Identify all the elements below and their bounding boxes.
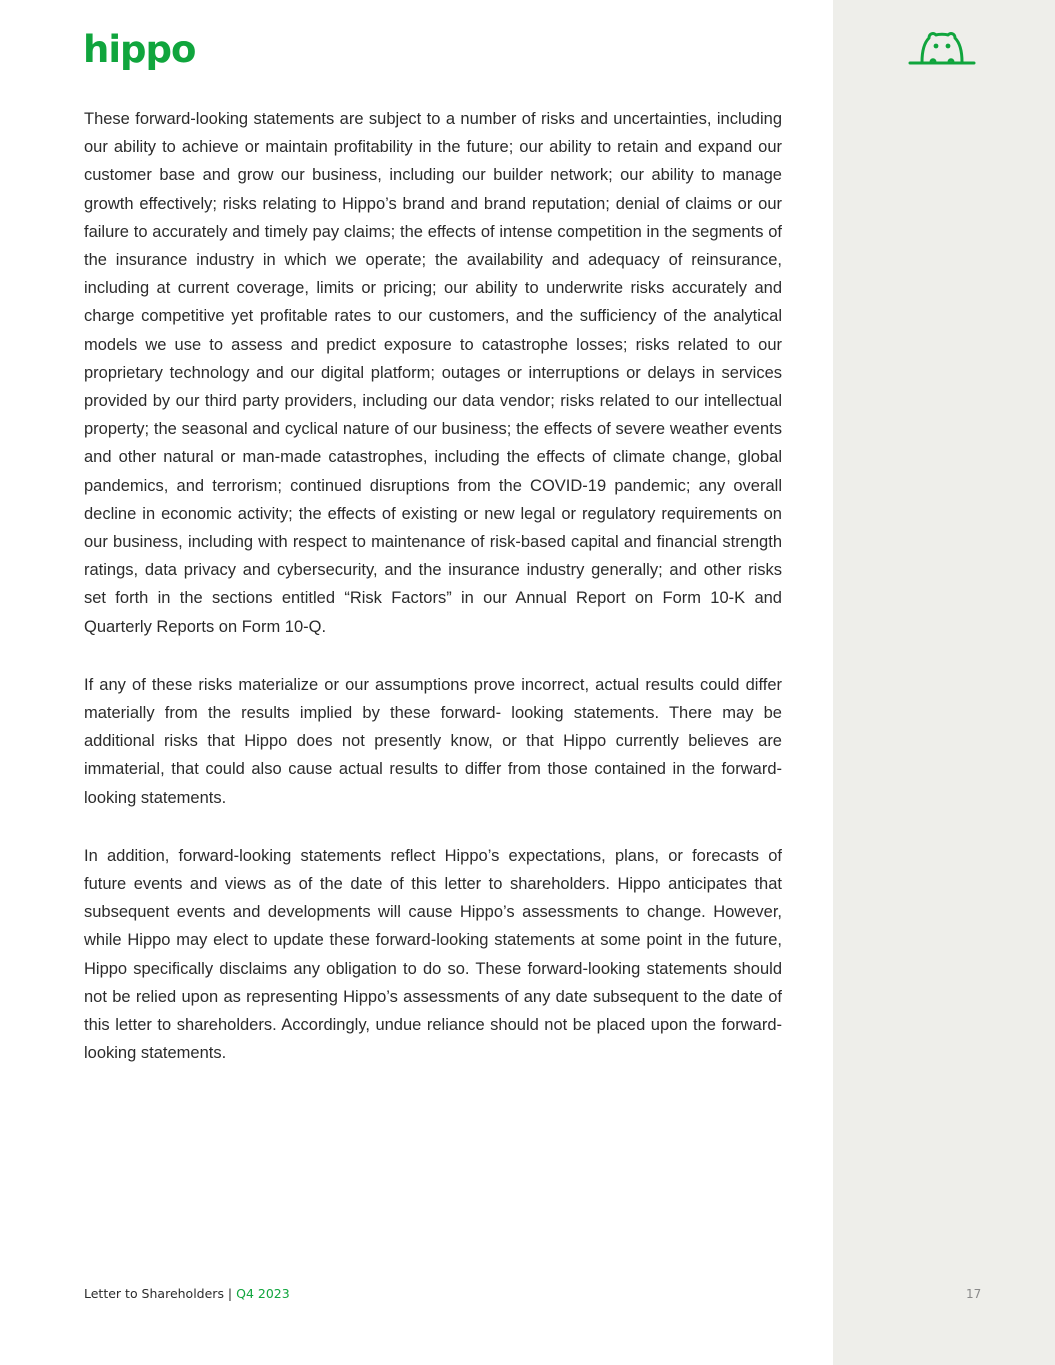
- body-text: [84, 105, 782, 1098]
- footer-label: Letter to Shareholders |: [84, 1286, 237, 1301]
- footer-quarter: Q4 2023: [236, 1286, 290, 1301]
- paragraph-assumptions: If any of these risks materialize or our assumptions prove incorrect, actual results could differ materially from the results implied by these forward- looking statements. There may be additional risks that Hippo does not presently know, or that Hippo currently believes are immaterial, that could also cause actual results to differ from those contained in the forward- looking statements.: [84, 675, 782, 807]
- paragraph-risks: These forward-looking statements are subject to a number of risks and uncertainties, including our ability to achieve or maintain profitability in the future; our ability to retain and expand our customer base and grow our business, including our builder network; our ability to manage growth effectively; risks relating to Hippo’s brand and brand reputation; denial of claims or our failure to accurately and timely pay claims; the effects of intense competition in the segments of the insurance industry in which we operate; the availability and adequacy of reinsurance, including at current coverage, limits or pricing; our ability to underwrite risks accurately and charge competitive yet profitable rates to our customers, and the sufficiency of the analytical models we use to assess and predict exposure to catastrophe losses; risks related to our proprietary technology and our digital platform; outages or interruptions or delays in services provided by our third party providers, including our data vendor; risks related to our intellectual property; the seasonal and cyclical nature of our business; the effects of severe weather events and other natural or man-made catastrophes, including the effects of climate change, global pandemics, and terrorism; continued disruptions from the COVID-19 pandemic; any overall decline in economic activity; the effects of existing or new legal or regulatory requirements on our business, including with respect to maintenance of risk-based capital and financial strength ratings, data privacy and cybersecurity, and the insurance industry generally; and other risks set forth in the sections entitled “Risk Factors” in our Annual Report on Form 10-K and Quarterly Reports on Form 10-Q.: [84, 110, 782, 636]
- page-number: 17: [966, 1287, 982, 1301]
- hippo-peek-icon: [908, 28, 976, 68]
- paragraph-expectations: In addition, forward-looking statements reflect Hippo’s expectations, plans, or forecasts of future events and views as of the date of this letter to shareholders. Hippo anticipates that subsequent events and developments will cause Hippo’s assessments to change. However, while Hippo may elect to update these forward-looking statements at some point in the future, Hippo specifically disclaims any obligation to do so. These forward-looking statements should not be relied upon as representing Hippo’s assessments of any date subsequent to the date of this letter to shareholders. Accordingly, undue reliance should not be placed upon the forward-looking statements.: [84, 846, 782, 1063]
- footer-title: [84, 1286, 290, 1301]
- hippo-logo: hippo: [83, 28, 196, 71]
- right-sidebar-panel: [833, 0, 1055, 1365]
